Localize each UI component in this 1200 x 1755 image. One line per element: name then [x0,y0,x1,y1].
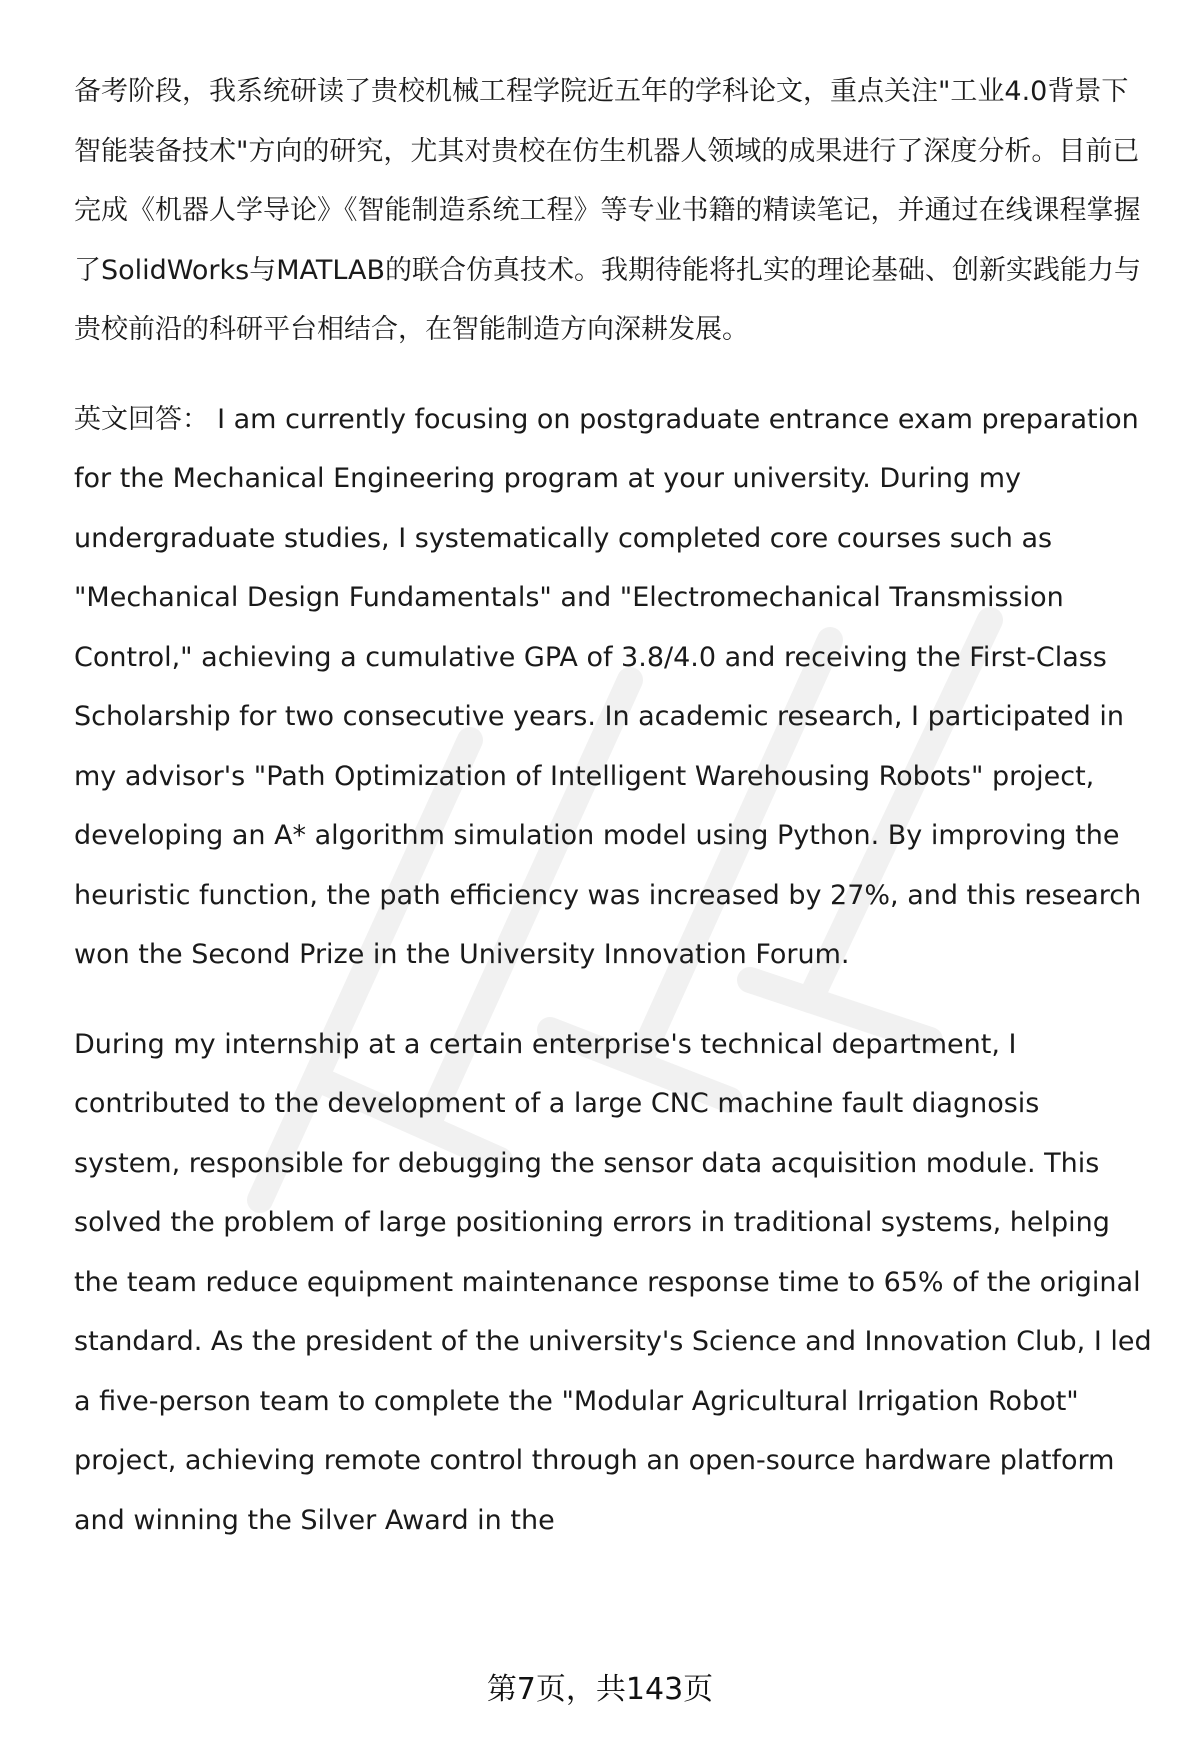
english-answer-label: 英文回答： [74,403,209,435]
page-number-label: 第7页，共143页 [486,1672,714,1707]
page-footer [0,1670,1200,1710]
paragraph-english-1 [74,390,1154,985]
paragraph-english-2: During my internship at a certain enterprise's technical department, I contributed to the development of a large CNC machine fault diagnosis system, responsible for debugging the sensor data acquisition module. This solved the problem of large positioning errors in traditional systems, helping the team reduce equipment maintenance response time to 65% of the original standard. As the president of the university's Science and Innovation Club, I led a five-person team to complete the "Modular Agricultural Irrigation Robot" project, achieving remote control through an open-source hardware platform and winning the Silver Award in the [74,1028,1152,1536]
paragraph-english-1-text: I am currently focusing on postgraduate entrance exam preparation for the Mechanical Engineering program at your university. During my undergraduate studies, I systematically completed core courses such as "Mechanical Design Fundamentals" and "Electromechanical Transmission Control," achieving a cumulative GPA of 3.8/4.0 and receiving the First-Class Scholarship for two consecutive years. In academic research, I participated in my advisor's "Path Optimization of Intelligent Warehousing Robots" project, developing an A* algorithm simulation model using Python. By improving the heuristic function, the path efficiency was increased by 27%, and this research won the Second Prize in the University Innovation Forum. [74,403,1142,970]
document-body [74,62,1154,1550]
paragraph-chinese: 备考阶段，我系统研读了贵校机械工程学院近五年的学科论文，重点关注"工业4.0背景下智能装备技术"方向的研究，尤其对贵校在仿生机器人领域的成果进行了深度分析。目前已完成《机器人学导论》《智能制造系统工程》等专业书籍的精读笔记，并通过在线课程掌握了SolidWorks与MATLAB的联合仿真技术。我期待能将扎实的理论基础、创新实践能力与贵校前沿的科研平台相结合，在智能制造方向深耕发展。 [74,76,1142,345]
